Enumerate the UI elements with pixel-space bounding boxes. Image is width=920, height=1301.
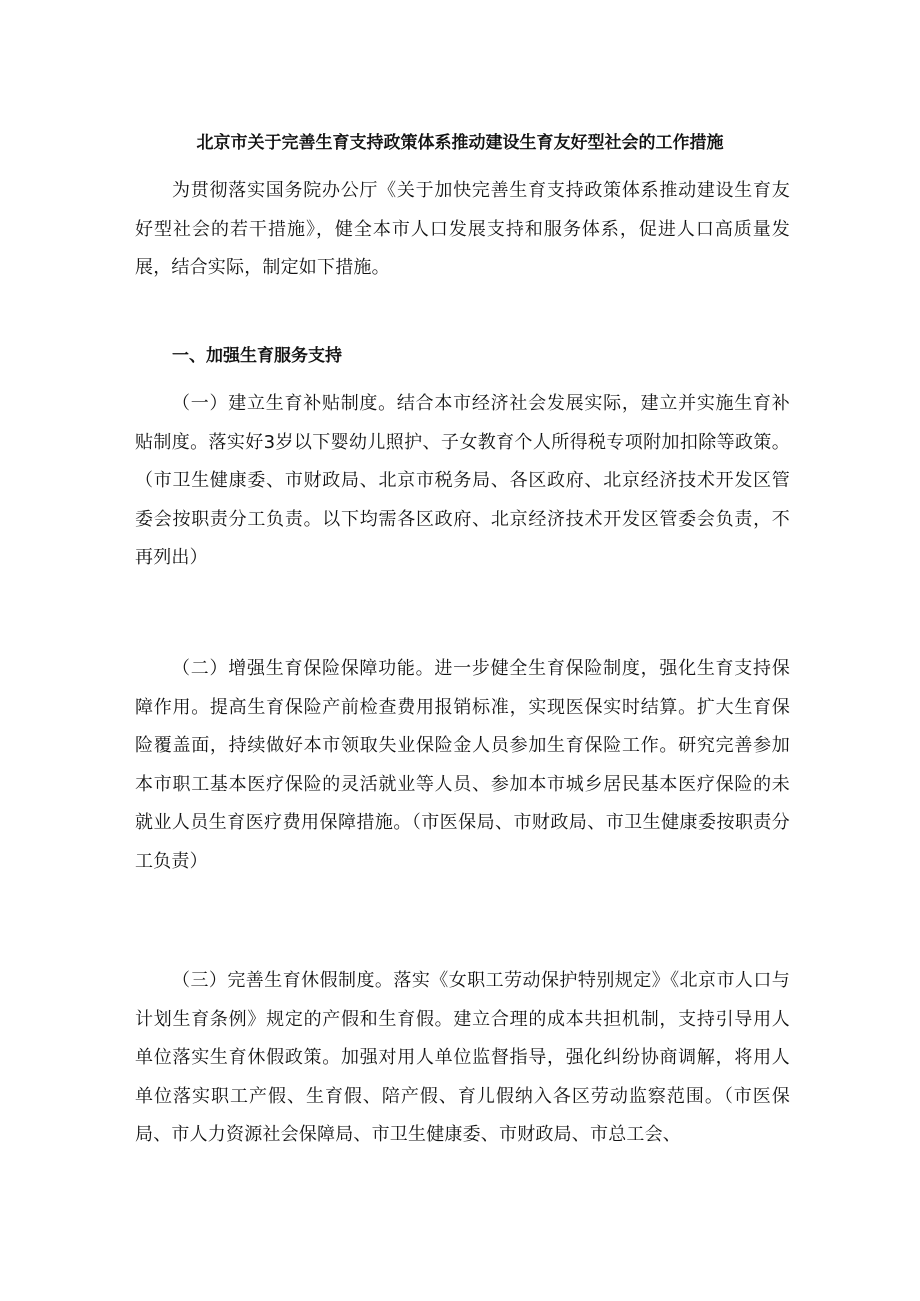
section-heading: 一、加强生育服务支持 (172, 346, 342, 366)
paragraph-item-2: （二）增强生育保险保障功能。进一步健全生育保险制度，强化生育支持保障作用。提高生育保险产前检查费用报销标准，实现医保实时结算。扩大生育保险覆盖面，持续做好本市领取失业保险金人员参加生育保险工作。研究完善参加本市职工基本医疗保险的灵活就业等人员、参加本市城乡居民基本医疗保险的未就业人员生育医疗费用保障措施。（市医保局、市财政局、市卫生健康委按职责分工负责） (135, 658, 790, 872)
document-title: 北京市关于完善生育支持政策体系推动建设生育友好型社会的工作措施 (196, 133, 724, 153)
paragraph-item-3: （三）完善生育休假制度。落实《女职工劳动保护特别规定》《北京市人口与计划生育条例》规定的产假和生育假。建立合理的成本共担机制，支持引导用人单位落实生育休假政策。加强对用人单位监督指导，强化纠纷协商调解，将用人单位落实职工产假、生育假、陪产假、育儿假纳入各区劳动监察范围。（市医保局、市人力资源社会保障局、市卫生健康委、市财政局、市总工会、 (135, 970, 790, 1146)
intro-paragraph: 为贯彻落实国务院办公厅《关于加快完善生育支持政策体系推动建设生育友好型社会的若干措施》，健全本市人口发展支持和服务体系，促进人口高质量发展，结合实际，制定如下措施。 (135, 180, 790, 279)
paragraph-item-1: （一）建立生育补贴制度。结合本市经济社会发展实际，建立并实施生育补贴制度。落实好3岁以下婴幼儿照护、子女教育个人所得税专项附加扣除等政策。（市卫生健康委、市财政局、北京市税务局、各区政府、北京经济技术开发区管委会按职责分工负责。以下均需各区政府、北京经济技术开发区管委会负责，不再列出） (135, 393, 790, 569)
